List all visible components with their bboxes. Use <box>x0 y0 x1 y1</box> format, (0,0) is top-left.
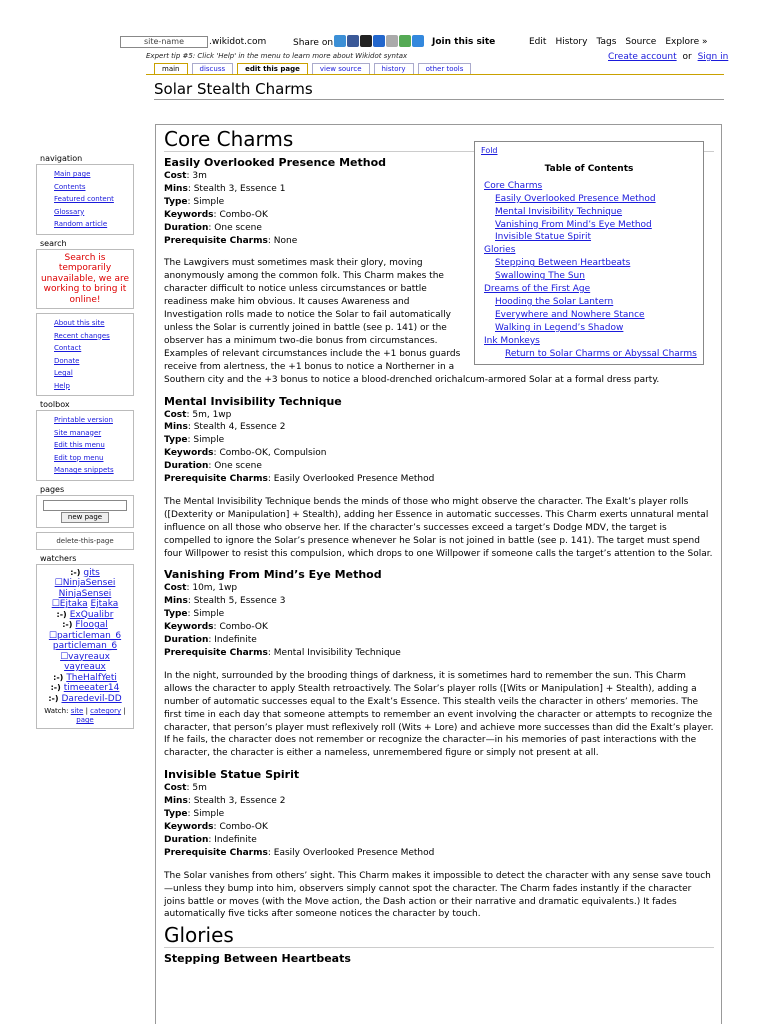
charm-heading: Invisible Statue Spirit <box>164 768 300 782</box>
tab-history[interactable]: history <box>374 63 414 74</box>
charm-cost: Cost: 3m <box>164 171 207 181</box>
charm-type: Type: Simple <box>164 435 225 446</box>
charm-cost: Cost: 10m, 1wp <box>164 583 238 594</box>
tab-other-tools[interactable]: other tools <box>418 63 472 74</box>
nav-about[interactable]: About this site <box>54 319 105 327</box>
facebook-icon[interactable] <box>347 35 359 47</box>
toc-entry[interactable]: Mental Invisibility Technique <box>495 206 623 217</box>
charm-keywords: Keywords: Combo-OK <box>164 821 268 832</box>
delicious-icon[interactable] <box>360 35 372 47</box>
toolbox-box <box>36 410 134 481</box>
tab-edit-this-page[interactable]: edit this page <box>237 63 308 74</box>
charm-mins: Mins: Stealth 3, Essence 1 <box>164 183 286 194</box>
toc-entry[interactable]: Swallowing The Sun <box>495 271 585 282</box>
toc-entry[interactable]: Vanishing From Mind’s Eye Method <box>495 219 652 230</box>
account-or: or <box>682 52 692 62</box>
watcher-thehalfyeti: :-) TheHalfYeti <box>53 672 117 683</box>
expert-tip: Expert tip #5: Click 'Help' in the menu to learn more about Wikidot syntax <box>146 52 408 60</box>
toc-fold-link[interactable]: Fold <box>481 146 498 155</box>
charm-cost: Cost: 5m, 1wp <box>164 409 232 420</box>
menu-explore[interactable]: Explore » <box>665 37 708 47</box>
charm-description: The Lawgivers must sometimes mask their glory, moving anonymously among the common folk. This Charm makes the character difficult to notice unless circumstances or battle readiness make him obvious. It causes Awareness and Investigation rolls made to notice the Solar to fail automatically unless the Solar is currently joined in battle (see p. 141) or the observer has a minimum two-die bonus from circumstances. Examples of relevant circumstances include the +1 bonus guards receive from alertness, the +1 bonus to notice a Northerner in a Southern city and the +3 bonus to notice a blood-drenched orichalcum-armored Solar at a formal dress party. <box>164 257 714 386</box>
account-links <box>608 52 728 62</box>
tool-site-manager[interactable]: Site manager <box>54 428 102 437</box>
tab-main[interactable]: main <box>154 63 188 74</box>
charm-duration: Duration: One scene <box>164 222 262 233</box>
watch-category-link[interactable]: category <box>90 707 122 715</box>
share-label: Share on <box>293 38 334 48</box>
site-domain: .wikidot.com <box>209 37 267 47</box>
sidebar <box>36 154 134 729</box>
watchers-box <box>36 564 134 730</box>
charm-keywords: Keywords: Combo-OK, Compulsion <box>164 448 327 459</box>
charm-duration: Duration: Indefinite <box>164 834 257 845</box>
stumbleupon-icon[interactable] <box>399 35 411 47</box>
avatar[interactable]: ☐Ejtaka <box>51 599 88 609</box>
nav-contact[interactable]: Contact <box>54 344 82 352</box>
nav-glossary[interactable]: Glossary <box>54 207 85 216</box>
watcher-vayreaux: ☐vayreaux vayreaux <box>60 651 110 672</box>
nav-featured-content[interactable]: Featured content <box>54 195 114 203</box>
charm-type: Type: Simple <box>164 196 225 207</box>
watchers-heading: watchers <box>40 553 77 563</box>
avatar[interactable]: ☐particleman_6 <box>48 630 122 641</box>
charm-description: In the night, surrounded by the brooding things of darkness, it is sometimes hard to remember the sun. This Charm allows the character to apply Stealth retroactively. The Solar’s player rolls ([Wits or Manipulation] + Stealth), adding a number of automatic successes equal to the Exalt’s Essence. This stealth veils the character in others’ memories. The first time in each day that someone attempts to remember an event involving the character or attempts to recognize the character, that person’s player must reflexively roll (Wits + Lore) and achieve more successes than did the Exalt’s player. If he fails, the character does not remember or recognize the character—in his memories of past interactions with the character, the character is either a nameless, unremembered figure or simply not present at all. <box>164 670 714 759</box>
join-site-link[interactable]: Join this site <box>432 37 496 47</box>
nav-contents[interactable]: Contents <box>54 182 86 191</box>
watcher-particleman: ☐particleman_6 particleman_6 <box>48 630 122 651</box>
tool-manage-snippets[interactable]: Manage snippets <box>54 466 114 474</box>
watcher-exqualibr: :-) ExQualibr <box>56 609 114 620</box>
toc-entry[interactable]: Invisible Statue Spirit <box>495 232 592 243</box>
charm-block <box>164 568 714 760</box>
toc-entry[interactable]: Everywhere and Nowhere Stance <box>495 309 645 320</box>
charm-block <box>164 768 714 921</box>
charm-prereq: Prerequisite Charms: Easily Overlooked Presence Method <box>164 847 435 858</box>
menu-tags[interactable]: Tags <box>596 37 617 47</box>
page-tabs <box>154 63 471 74</box>
section-heading-glories: Glories <box>164 923 714 948</box>
watch-links: Watch: site | category | page <box>44 707 126 724</box>
charm-prereq: Prerequisite Charms: Easily Overlooked Presence Method <box>164 474 435 485</box>
nav-random-article[interactable]: Random article <box>54 220 108 228</box>
share-icons <box>334 35 424 47</box>
search-heading: search <box>40 238 67 248</box>
charm-heading: Stepping Between Heartbeats <box>164 952 351 966</box>
toc-entry[interactable]: Easily Overlooked Presence Method <box>495 193 656 204</box>
nav-main-page[interactable]: Main page <box>54 170 91 178</box>
charm-prereq: Prerequisite Charms: None <box>164 235 298 246</box>
navigation-box <box>36 164 134 235</box>
watcher-daredevil: :-) Daredevil-DD <box>48 693 122 704</box>
charm-keywords: Keywords: Combo-OK <box>164 209 268 220</box>
title-divider <box>154 99 724 100</box>
charm-mins: Mins: Stealth 5, Essence 3 <box>164 596 286 607</box>
watch-site-link[interactable]: site <box>70 707 84 715</box>
toc-entry[interactable]: Return to Solar Charms or Abyssal Charms <box>505 348 697 359</box>
charm-duration: Duration: One scene <box>164 461 262 472</box>
reddit-icon[interactable] <box>386 35 398 47</box>
toc-entry[interactable]: Dreams of the First Age <box>484 284 591 295</box>
charm-type: Type: Simple <box>164 609 225 620</box>
search-unavailable-message: Search is temporarily unavailable, we are working to bring it online! <box>36 249 134 310</box>
sign-in-link[interactable]: Sign in <box>697 52 729 62</box>
avatar[interactable]: ☐vayreaux <box>60 651 110 662</box>
charm-duration: Duration: Indefinite <box>164 635 257 646</box>
top-menu <box>529 37 707 47</box>
digg-icon[interactable] <box>373 35 385 47</box>
charm-prereq: Prerequisite Charms: Mental Invisibility Technique <box>164 648 401 658</box>
delete-page-link[interactable]: delete-this-page <box>36 532 134 550</box>
watch-page-link[interactable]: page <box>76 716 94 724</box>
top-bar <box>0 33 768 49</box>
new-page-input[interactable] <box>43 500 127 511</box>
charm-mins: Mins: Stealth 4, Essence 2 <box>164 422 286 433</box>
navigation-heading: navigation <box>40 154 83 163</box>
tab-discuss[interactable]: discuss <box>192 63 234 74</box>
charm-mins: Mins: Stealth 3, Essence 2 <box>164 796 286 807</box>
menu-edit[interactable]: Edit <box>529 37 547 47</box>
pages-heading: pages <box>40 484 65 494</box>
charm-block <box>164 395 714 561</box>
tool-edit-menu[interactable]: Edit this menu <box>54 441 105 449</box>
charm-heading: Vanishing From Mind’s Eye Method <box>164 568 382 582</box>
toc-entry[interactable]: Core Charms <box>484 180 543 191</box>
tab-view-source[interactable]: view source <box>312 63 370 74</box>
menu-history[interactable]: History <box>555 37 588 47</box>
create-account-link[interactable]: Create account <box>608 52 677 62</box>
nav-donate[interactable]: Donate <box>54 356 80 365</box>
toolbox-heading: toolbox <box>40 400 70 409</box>
toc-entry[interactable]: Ink Monkeys <box>484 335 540 346</box>
pages-box <box>36 495 134 528</box>
charm-description: The Solar vanishes from others’ sight. This Charm makes it impossible to detect the character with any sense save touch—unless they bump into him, observers simply cannot spot the character. The Charm fades instantly if the character joins battle or moves (with the Move action, the Dash action or their narrative and dramatic equivalents.) It fades automatically five ticks after someone notices the character by touch. <box>164 870 711 920</box>
charm-keywords: Keywords: Combo-OK <box>164 622 268 633</box>
toc-title: Table of Contents <box>544 163 634 174</box>
nav-help[interactable]: Help <box>54 381 70 390</box>
toc-entry[interactable]: Hooding the Solar Lantern <box>495 296 614 307</box>
toc-entry[interactable]: Glories <box>484 245 516 256</box>
watcher-gits: :-) gits <box>70 567 100 578</box>
tabs-divider <box>146 74 724 75</box>
watcher-ninjasensei: ☐NinjaSensei NinjaSensei <box>54 578 116 599</box>
toc-entry[interactable]: Stepping Between Heartbeats <box>495 258 631 269</box>
nav-recent-changes[interactable]: Recent changes <box>54 331 110 340</box>
charm-heading: Mental Invisibility Technique <box>164 394 342 408</box>
section-heading-core-charms: Core Charms <box>164 127 714 152</box>
new-page-button[interactable]: new page <box>61 512 109 523</box>
charm-heading: Easily Overlooked Presence Method <box>164 156 387 169</box>
charm-description: The Mental Invisibility Technique bends the minds of those who might observe the character. The Exalt’s player rolls ([Dexterity or Manipulation] + Stealth), adding her Essence in automatic successes. This Charm exerts unnatural mental influence on all those who observe her. If the character’s successes exceed a target’s Dodge MDV, the target is compelled to ignore the Solar’s presence whenever he Solar is not joined in battle (see p. 141). The target must spend four Willpower to resist this compulsion, which drops to one Willpower if someone calls the target’s attention to the Solar. <box>164 496 713 559</box>
twitter-icon[interactable] <box>334 35 346 47</box>
charm-cost: Cost: 5m <box>164 783 207 794</box>
watcher-timeeater14: :-) timeeater14 <box>50 683 120 693</box>
toc-entry[interactable]: Walking in Legend’s Shadow <box>495 322 624 333</box>
avatar[interactable]: ☐NinjaSensei <box>54 578 116 588</box>
watcher-floogal: :-) Floogal <box>62 620 108 630</box>
google-icon[interactable] <box>412 35 424 47</box>
charm-type: Type: Simple <box>164 809 225 820</box>
site-links-box <box>36 313 134 396</box>
table-of-contents <box>474 141 704 365</box>
tool-printable[interactable]: Printable version <box>54 416 113 424</box>
watcher-ejtaka: ☐Ejtaka Ejtaka <box>51 599 119 609</box>
menu-source[interactable]: Source <box>625 37 657 47</box>
site-name-input[interactable]: site-name <box>120 36 208 48</box>
nav-legal[interactable]: Legal <box>54 369 73 377</box>
tool-edit-top-menu[interactable]: Edit top menu <box>54 453 104 462</box>
page-title: Solar Stealth Charms <box>154 80 313 98</box>
